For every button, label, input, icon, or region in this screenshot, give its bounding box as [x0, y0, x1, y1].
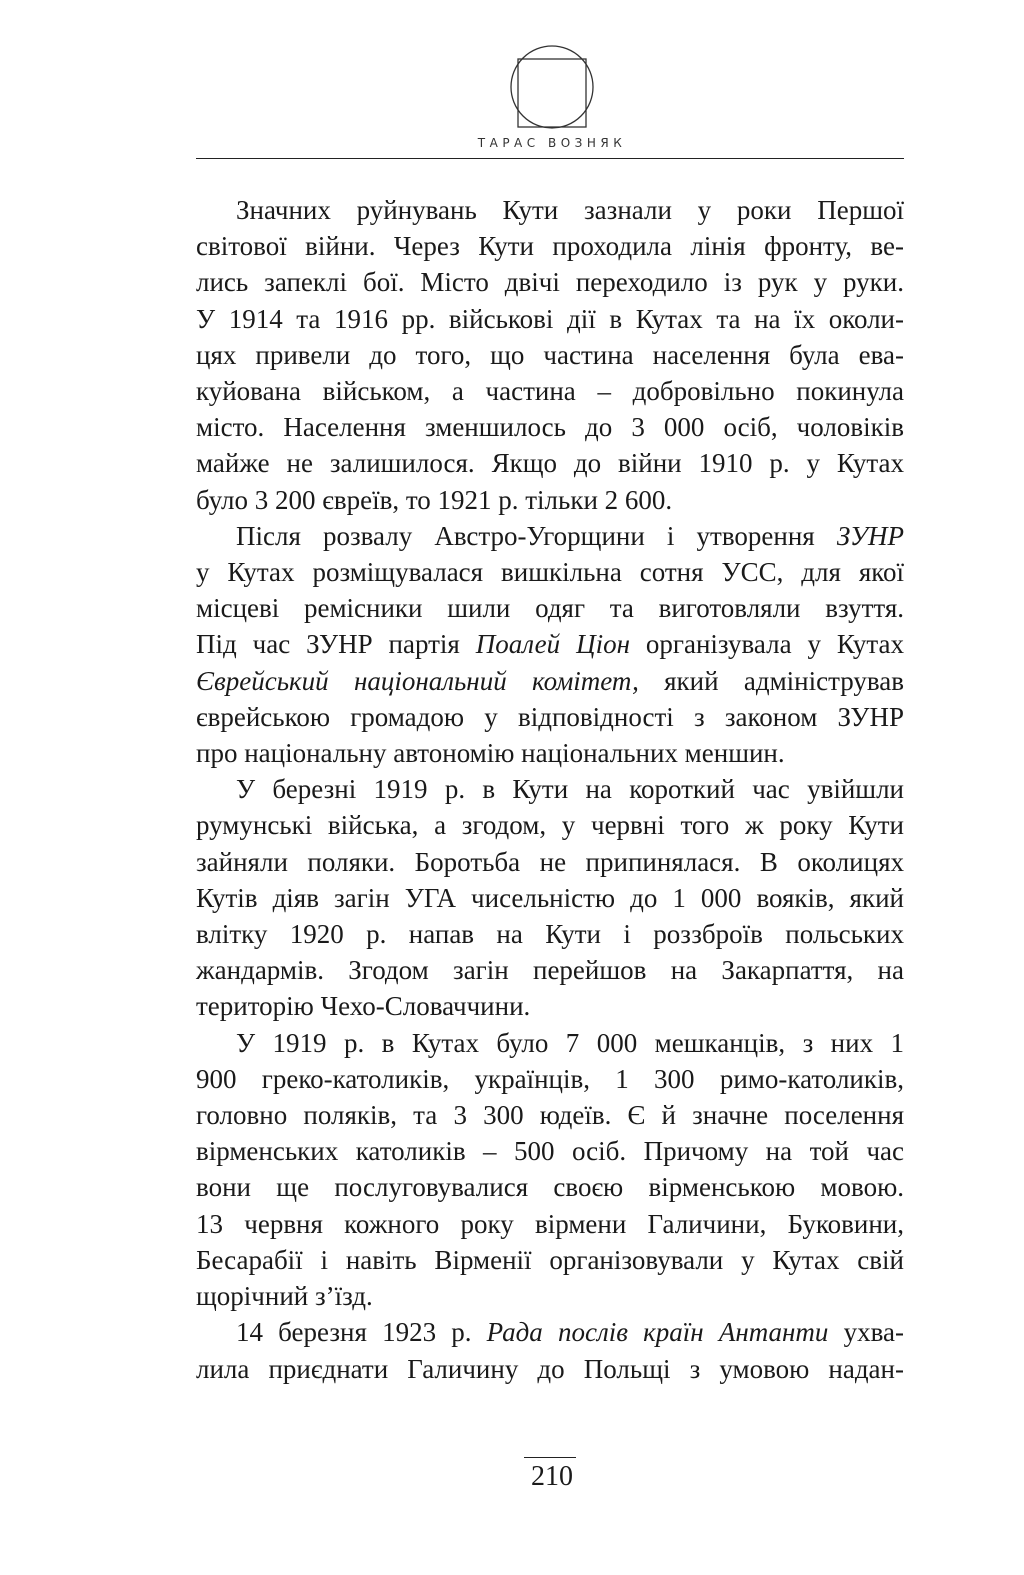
text-segment: зайняли поляки. Боротьба не припинялася. В околицях: [196, 846, 904, 877]
text-line: [196, 337, 904, 373]
text-segment: вірменських католиків – 500 осіб. Причому на той час: [196, 1136, 904, 1167]
text-line: [196, 952, 904, 988]
text-segment: місто. Населення зменшилось до 3 000 осіб, чоловіків: [196, 412, 904, 443]
text-line: [196, 771, 904, 807]
text-segment: майже не залишилося. Якщо до війни 1910 р. у Кутах: [196, 448, 904, 479]
paragraph: [196, 771, 904, 1024]
text-segment: єврейською громадою у відповідності з законом ЗУНР: [196, 701, 904, 732]
text-segment: Бесарабії і навіть Вірменії організовували у Кутах свій: [196, 1244, 904, 1275]
paragraph: [196, 518, 904, 771]
text-segment: Кутів діяв загін УГА чисельністю до 1 000 вояків, який: [196, 882, 904, 913]
text-line: [196, 301, 904, 337]
text-segment: щорічний з’їзд.: [196, 1281, 373, 1312]
page-body: [196, 192, 904, 1387]
text-line: [196, 807, 904, 843]
text-line: [196, 880, 904, 916]
text-segment: було 3 200 євреїв, то 1921 р. тільки 2 600.: [196, 484, 673, 515]
text-segment: жандармів. Згодом загін перейшов на Закарпаття, на: [196, 955, 904, 986]
text-segment: Після розвалу Австро-Угорщини і утворення: [236, 520, 837, 551]
text-line: [196, 663, 904, 699]
text-line: [196, 518, 904, 554]
text-segment: У 1919 р. в Кутах було 7 000 мешканців, з них 1: [236, 1027, 904, 1058]
text-segment: Значних руйнувань Кути зазнали у роки Першої: [236, 195, 904, 225]
text-segment: лись запеклі бої. Місто двічі переходило із рук у руки.: [196, 267, 904, 298]
text-line: [196, 1206, 904, 1242]
text-segment: влітку 1920 р. напав на Кути і роззброїв польських: [196, 919, 904, 950]
text-line: [196, 1061, 904, 1097]
italic-term: ЗУНР: [836, 520, 904, 551]
text-line: [196, 699, 904, 735]
text-line: [196, 988, 904, 1024]
running-header-author: ТАРАС ВОЗНЯК: [477, 136, 627, 150]
header-rule: [196, 158, 904, 159]
publisher-emblem-icon: [509, 44, 595, 130]
text-segment: У березні 1919 р. в Кути на короткий час увійшли: [236, 774, 904, 805]
text-segment: 13 червня кожного року вірмени Галичини, Буковини,: [196, 1208, 904, 1239]
text-line: [196, 1097, 904, 1133]
paragraph: [196, 1025, 904, 1315]
text-line: [196, 1351, 904, 1387]
text-line: [196, 482, 904, 518]
text-segment: про національну автономію національних меншин.: [196, 738, 785, 769]
text-line: [196, 1025, 904, 1061]
text-segment: вони ще послуговувалися своєю вірменською мовою.: [196, 1172, 904, 1203]
text-line: [196, 844, 904, 880]
text-segment: цях привели до того, що частина населення була ева-: [196, 339, 904, 370]
text-segment: лила приєднати Галичину до Польщі з умовою надан-: [196, 1353, 904, 1384]
text-line: [196, 1278, 904, 1314]
text-segment: куйована військом, а частина – добровільно покинула: [196, 376, 904, 407]
text-line: [196, 626, 904, 662]
page-number: 210: [531, 1461, 573, 1492]
text-segment: У 1914 та 1916 рр. військові дії в Кутах та на їх околи-: [196, 303, 904, 334]
text-segment: 900 греко-католиків, українців, 1 300 римо-католиків,: [196, 1063, 904, 1094]
text-segment: місцеві ремісники шили одяг та виготовляли взуття.: [196, 593, 904, 624]
page-number-rule: [524, 1457, 576, 1458]
text-segment: 14 березня 1923 р.: [236, 1317, 487, 1348]
text-segment: у Кутах розміщувалася вишкільна сотня УСС, для якої: [196, 557, 904, 588]
text-line: [196, 590, 904, 626]
text-line: [196, 373, 904, 409]
text-segment: головно поляків, та 3 300 юдеїв. Є й значне поселення: [196, 1100, 904, 1131]
text-segment: територію Чехо-Словаччини.: [196, 991, 531, 1022]
text-segment: румунські війська, а згодом, у червні того ж року Кути: [196, 810, 904, 841]
text-segment: Під час ЗУНР партія: [196, 629, 476, 660]
text-line: [196, 445, 904, 481]
italic-term: Рада послів країн Антанти: [486, 1317, 829, 1348]
text-line: [196, 192, 904, 228]
text-line: [196, 554, 904, 590]
text-line: [196, 916, 904, 952]
paragraph: [196, 192, 904, 518]
text-line: [196, 735, 904, 771]
text-segment: ухва-: [828, 1317, 904, 1348]
text-line: [196, 409, 904, 445]
text-line: [196, 228, 904, 264]
text-segment: світової війни. Через Кути проходила лінія фронту, ве-: [196, 231, 904, 262]
text-segment: який адміністрував: [638, 665, 904, 696]
text-line: [196, 264, 904, 300]
text-line: [196, 1314, 904, 1350]
text-line: [196, 1133, 904, 1169]
text-line: [196, 1242, 904, 1278]
italic-term: Єврейський національний комітет,: [196, 665, 639, 696]
text-segment: організувала у Кутах: [629, 629, 904, 660]
paragraph: [196, 1314, 904, 1386]
italic-term: Поалей Ціон: [475, 629, 630, 660]
text-line: [196, 1169, 904, 1205]
